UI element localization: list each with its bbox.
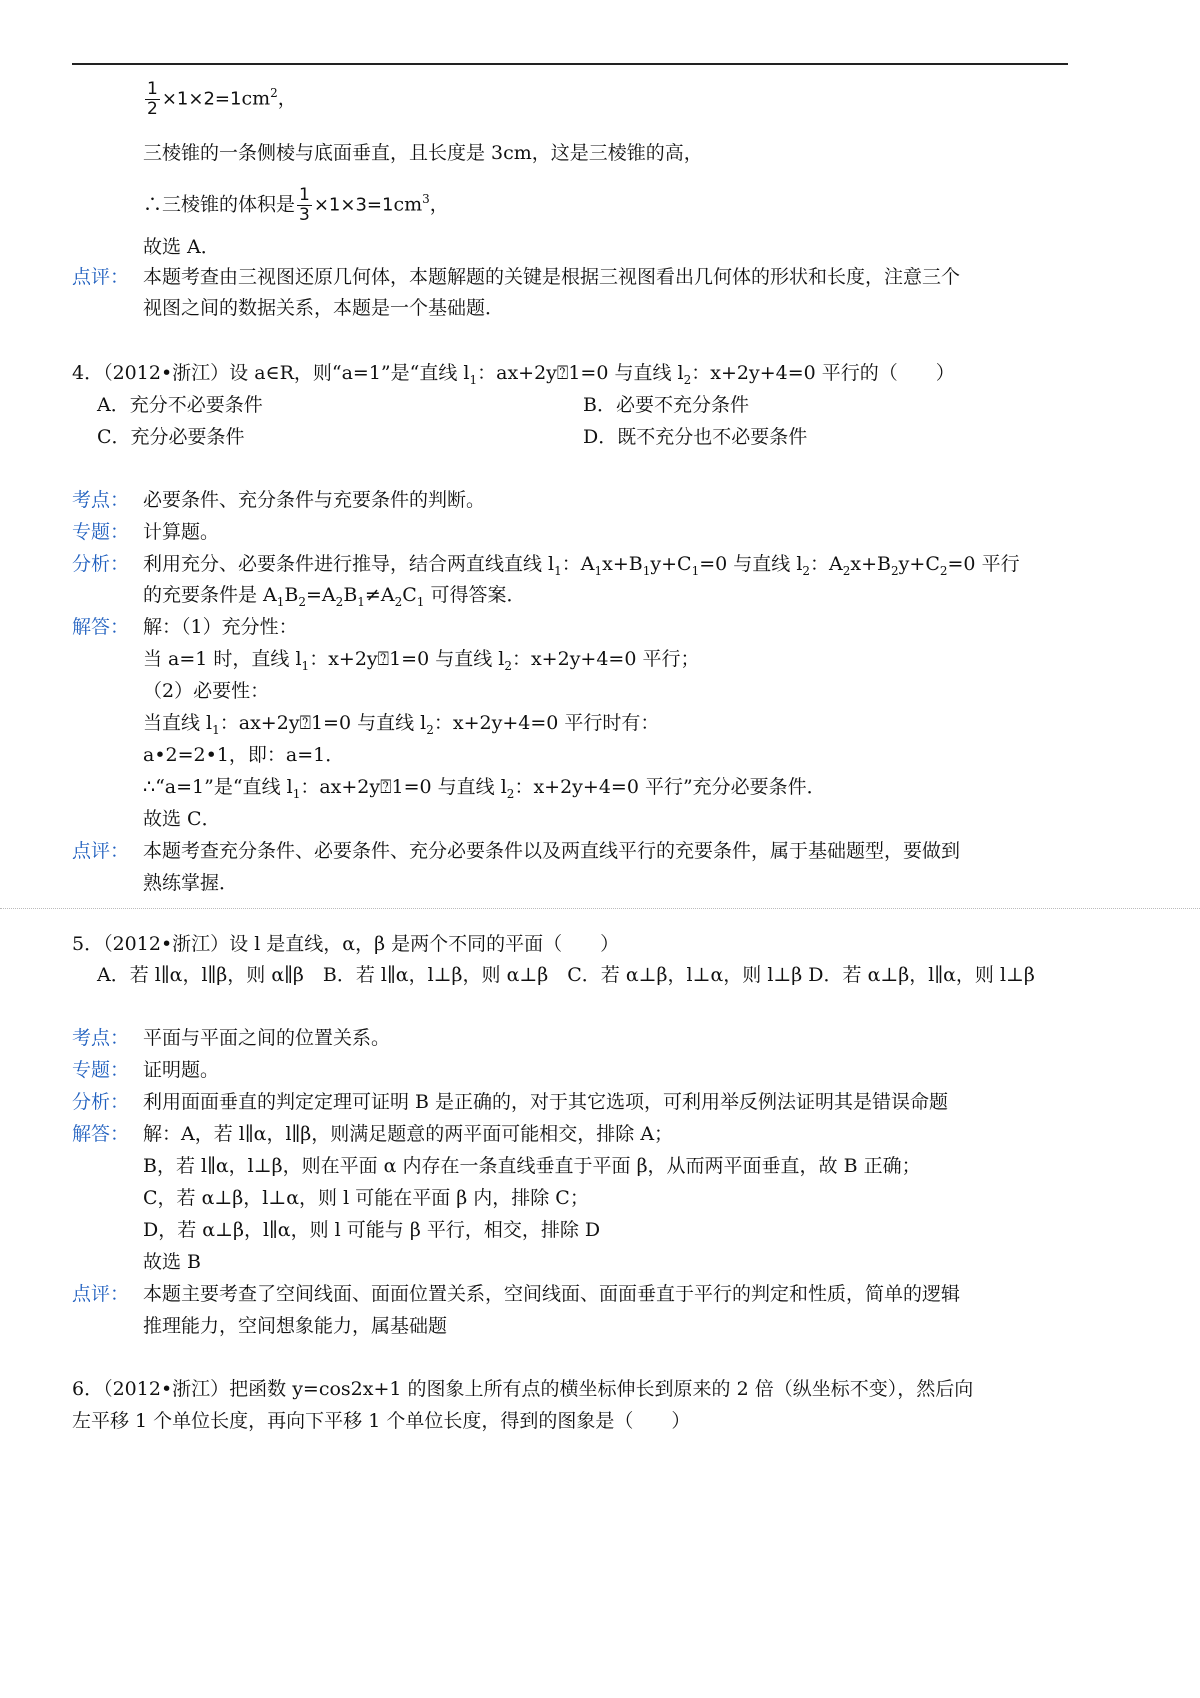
q5-jieda-line-4: D，若 α⊥β，l∥α，则 l 可能与 β 平行，相交，排除 D [143, 1219, 601, 1241]
missing-glyph-icon: ⍰ [556, 362, 569, 384]
missing-glyph-icon: ⍰ [377, 648, 390, 670]
q4-dianping-line-1: 本题考查充分条件、必要条件、充分必要条件以及两直线平行的充要条件，属于基础题型，要做到 [143, 840, 961, 862]
q5-dianping-line-2: 推理能力，空间想象能力，属基础题 [143, 1315, 448, 1337]
q4-jieda-line-5: a•2=2•1，即：a=1． [143, 744, 345, 766]
q5-dianping-line-1: 本题主要考查了空间线面、面面位置关系，空间线面、面面垂直于平行的判定和性质，简单的逻辑 [143, 1283, 961, 1305]
q5-zhuanti-label: 专题： [72, 1059, 130, 1081]
q5-jieda-line-2: B，若 l∥α，l⊥β，则在平面 α 内存在一条直线垂直于平面 β，从而两平面垂直，故 B 正确； [143, 1155, 921, 1177]
q5-jieda-label: 解答： [72, 1123, 130, 1145]
q6-stem-line-1: 6．（2012•浙江）把函数 y=cos2x+1 的图象上所有点的横坐标伸长到原来的 2 倍（纵坐标不变），然后向 [72, 1378, 974, 1400]
q4-fenxi-label: 分析： [72, 553, 130, 575]
q4-jieda-line-4: 当直线 $l_1$：ax+2y⍰1=0 与直线 $l_2$：x+2y+4=0 平行时有： [143, 712, 660, 737]
prev-answer: 故选 A． [143, 236, 220, 258]
area-fraction: $\frac{1}{2}$ [147, 79, 158, 119]
height-statement: 三棱锥的一条侧棱与底面垂直，且长度是 3cm，这是三棱锥的高， [143, 142, 703, 164]
volume-fraction: $\frac{1}{3}$ [299, 185, 310, 225]
q4-dianping-line-2: 熟练掌握． [143, 872, 239, 894]
q4-option-b: B．必要不充分条件 [583, 394, 749, 416]
q4-jieda-line-6: ∴“a=1”是“直线 $l_1$：ax+2y⍰1=0 与直线 $l_2$：x+2y+4=0 平行”充分必要条件． [143, 776, 826, 801]
q5-zhuanti: 证明题。 [143, 1059, 220, 1081]
q4-stem: 4．（2012•浙江）设 a∈R，则“a=1”是“直线 $l_1$：ax+2y⍰1=0 与直线 $l_2$：x+2y+4=0 平行的（ ） [72, 362, 955, 387]
q5-kaodian: 平面与平面之间的位置关系。 [143, 1027, 391, 1049]
q4-jieda-line-1: 解：（1）充分性： [143, 616, 298, 638]
q4-zhuanti: 计算题。 [143, 521, 220, 543]
q5-kaodian-label: 考点： [72, 1027, 130, 1049]
q4-jieda-label: 解答： [72, 616, 130, 638]
missing-glyph-icon: ⍰ [380, 776, 392, 798]
header-rule [72, 63, 1068, 65]
q5-fenxi-label: 分析： [72, 1091, 130, 1113]
q4-fenxi-line-1: 利用充分、必要条件进行推导，结合两直线直线 $l_1$：$A_1x+B_1y+C_1=0$ 与直线 $l_2$：$A_2x+B_2y+C_2=0$ 平行 [143, 553, 1020, 578]
q6-stem-line-2: 左平移 1 个单位长度，再向下平移 1 个单位长度，得到的图象是（ ） [72, 1410, 691, 1432]
section-divider [0, 908, 1200, 909]
volume-formula: ∴三棱锥的体积是 $\frac{1}{3}$ $\times 1\times 3=1cm^3$， [143, 185, 449, 225]
q4-jieda-line-2: 当 a=1 时，直线 $l_1$：x+2y⍰1=0 与直线 $l_2$：x+2y+4=0 平行； [143, 648, 700, 673]
q4-dianping-label: 点评： [72, 840, 130, 862]
review-line-2: 视图之间的数据关系，本题是一个基础题． [143, 297, 505, 319]
q4-kaodian-label: 考点： [72, 489, 130, 511]
q5-fenxi: 利用面面垂直的判定定理可证明 B 是正确的，对于其它选项，可利用举反例法证明其是错误命题 [143, 1091, 949, 1113]
area-formula: $\frac{1}{2}$ $\times 1\times 2=1cm^2$， [147, 79, 297, 119]
review-label: 点评： [72, 266, 130, 288]
q5-stem: 5．（2012•浙江）设 l 是直线，α，β 是两个不同的平面（ ） [72, 933, 620, 955]
q4-jieda-line-3: （2）必要性： [143, 680, 270, 702]
missing-glyph-icon: ⍰ [299, 712, 311, 734]
q5-dianping-label: 点评： [72, 1283, 130, 1305]
q4-option-a: A．充分不必要条件 [97, 394, 263, 416]
q5-jieda-line-3: C，若 α⊥β，l⊥α，则 l 可能在平面 β 内，排除 C； [143, 1187, 589, 1209]
q5-options: A．若 l∥α，l∥β，则 α∥β B．若 l∥α，l⊥β，则 α⊥β C．若 α⊥β，l⊥α，则 l⊥β D．若 α⊥β，l∥α，则 l⊥β [97, 964, 1035, 986]
q4-jieda-line-7: 故选 C． [143, 808, 221, 830]
q4-fenxi-line-2: 的充要条件是 $A_1B_2=A_2B_1\ne A_2C_1$ 可得答案． [143, 584, 526, 609]
q5-jieda-line-5: 故选 B [143, 1251, 202, 1273]
q4-option-d: D．既不充分也不必要条件 [583, 426, 808, 448]
q4-option-c: C．充分必要条件 [97, 426, 245, 448]
q4-zhuanti-label: 专题： [72, 521, 130, 543]
q4-kaodian: 必要条件、充分条件与充要条件的判断。 [143, 489, 486, 511]
review-line-1: 本题考查由三视图还原几何体，本题解题的关键是根据三视图看出几何体的形状和长度，注意三个 [143, 266, 961, 288]
q5-jieda-line-1: 解：A，若 l∥α，l∥β，则满足题意的两平面可能相交，排除 A； [143, 1123, 674, 1145]
